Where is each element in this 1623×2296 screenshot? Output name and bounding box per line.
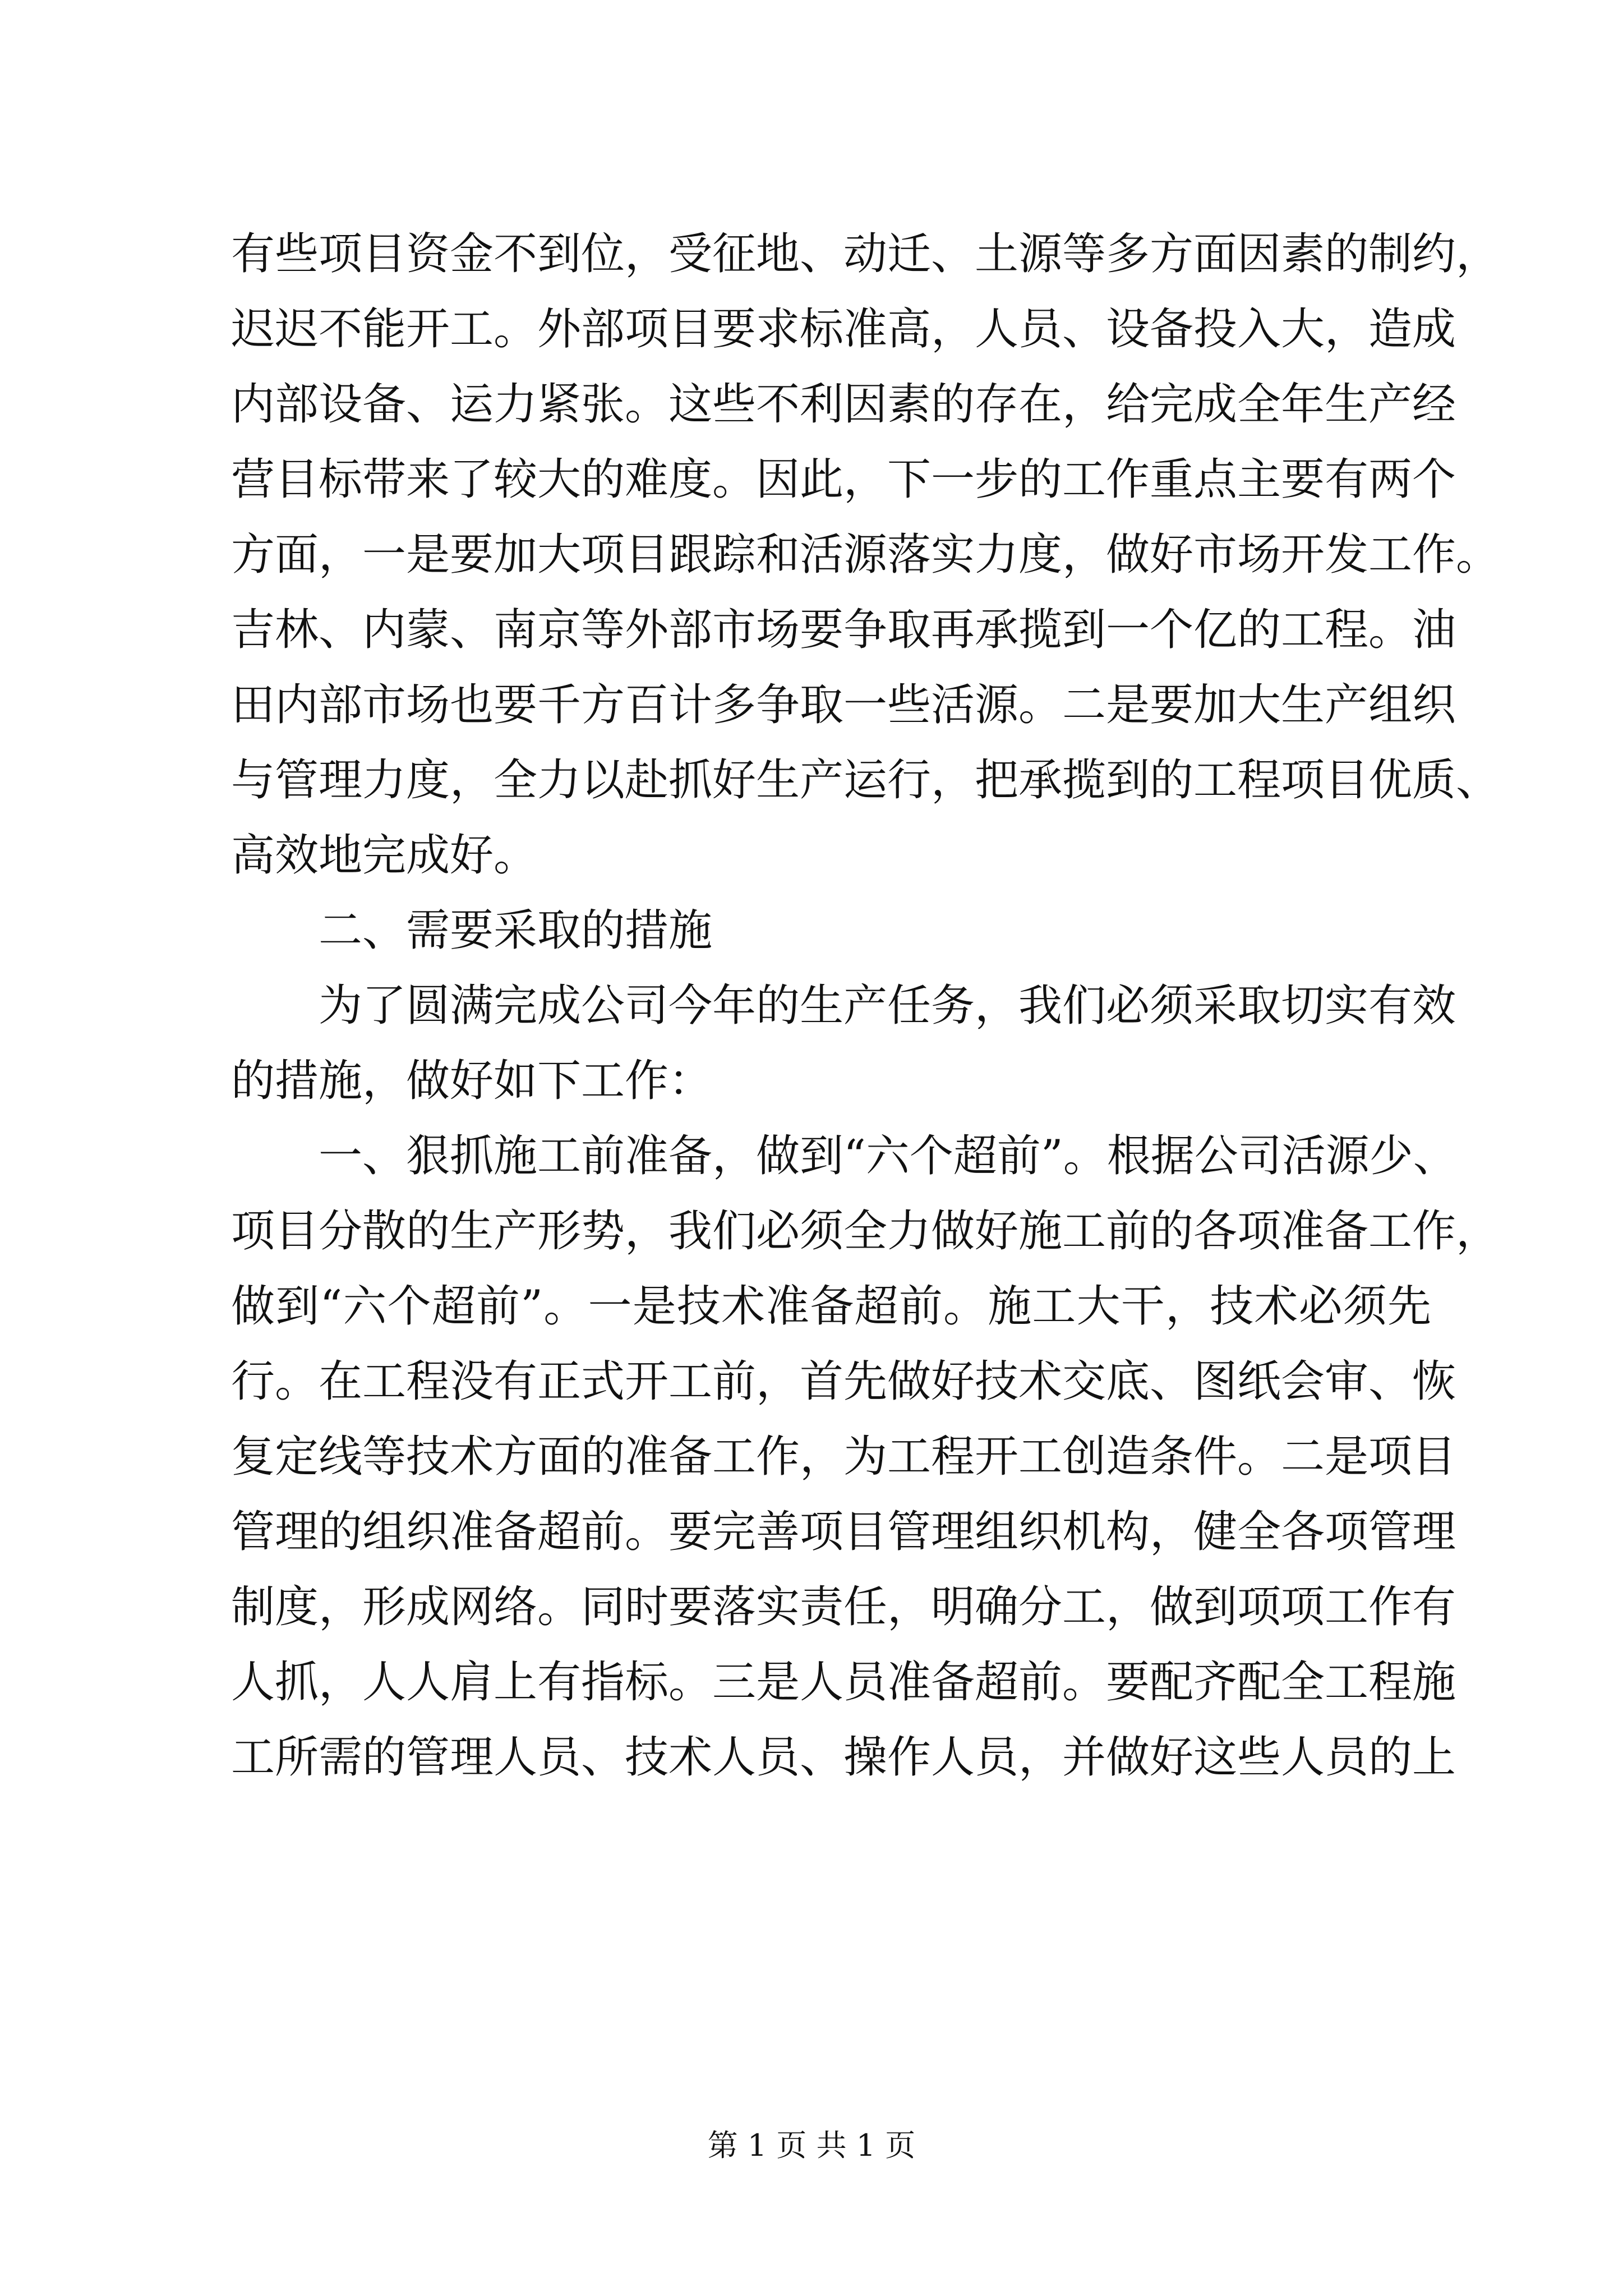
body-text: [231, 217, 1500, 1795]
text-line: 复定线等技术方面的准备工作，为工程开工创造条件。二是项目: [231, 1432, 1456, 1482]
text-line: 的措施，做好如下工作：: [231, 1056, 713, 1106]
text-line: 与管理力度，全力以赴抓好生产运行，把承揽到的工程项目优质、: [231, 755, 1500, 806]
text-line: 营目标带来了较大的难度。因此，下一步的工作重点主要有两个: [231, 454, 1456, 505]
section-heading: 二、需要采取的措施: [319, 905, 713, 956]
text-line: 工所需的管理人员、技术人员、操作人员，并做好这些人员的上: [231, 1732, 1456, 1783]
text-line: 方面，一是要加大项目跟踪和活源落实力度，做好市场开发工作。: [231, 530, 1500, 580]
text-line: 迟迟不能开工。外部项目要求标准高，人员、设备投入大，造成: [231, 304, 1456, 355]
text-line: 一、狠抓施工前准备，做到“六个超前”。根据公司活源少、: [319, 1131, 1457, 1181]
page-footer: 第 1 页 共 1 页: [707, 2128, 916, 2163]
text-line: 田内部市场也要千方百计多争取一些活源。二是要加大生产组织: [231, 680, 1456, 730]
text-line: 管理的组织准备超前。要完善项目管理组织机构，健全各项管理: [231, 1507, 1456, 1557]
text-line: 高效地完成好。: [231, 830, 538, 881]
text-line: 人抓，人人肩上有指标。三是人员准备超前。要配齐配全工程施: [231, 1657, 1456, 1708]
text-line: 内部设备、运力紧张。这些不利因素的存在，给完成全年生产经: [231, 379, 1456, 430]
text-line: 有些项目资金不到位，受征地、动迁、土源等多方面因素的制约，: [231, 229, 1500, 279]
text-line: 行。在工程没有正式开工前，首先做好技术交底、图纸会审、恢: [231, 1356, 1456, 1407]
text-line: 制度，形成网络。同时要落实责任，明确分工，做到项项工作有: [231, 1582, 1456, 1632]
text-line: 为了圆满完成公司今年的生产任务，我们必须采取切实有效: [319, 981, 1456, 1031]
text-line: 项目分散的生产形势，我们必须全力做好施工前的各项准备工作，: [231, 1206, 1500, 1257]
text-line: 做到“六个超前”。一是技术准备超前。施工大干，技术必须先: [231, 1281, 1431, 1332]
text-line: 吉林、内蒙、南京等外部市场要争取再承揽到一个亿的工程。油: [231, 605, 1456, 655]
